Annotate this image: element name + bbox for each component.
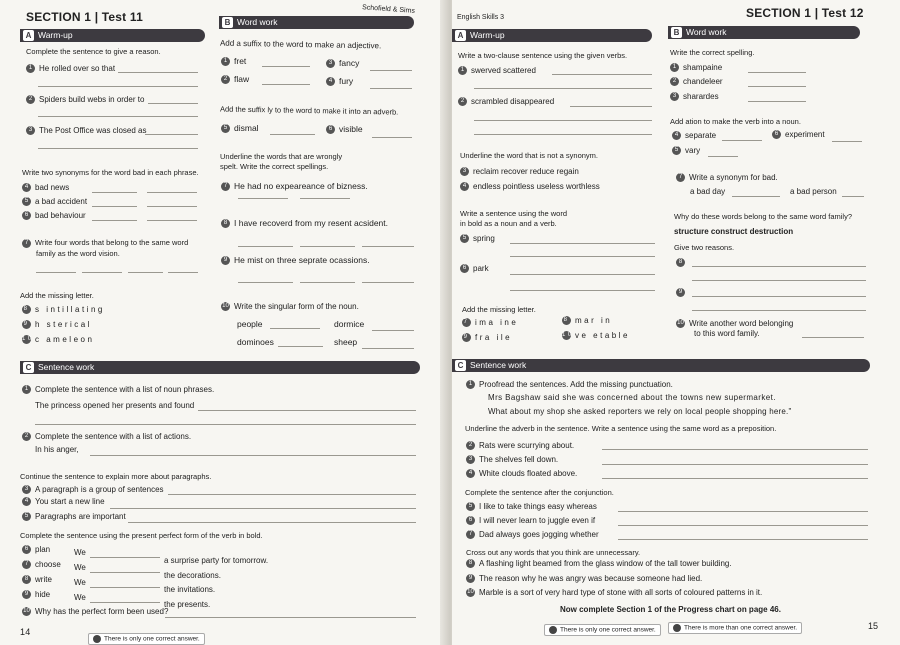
left-c-instr: Continue the sentence to explain more about paragraphs. [20, 472, 212, 481]
left-b-s8-line-b[interactable] [300, 246, 355, 247]
right-a-q6-line2[interactable] [510, 290, 655, 291]
right-b-w6-line[interactable] [832, 141, 862, 142]
left-a-q8: 8 s intillating [23, 305, 105, 314]
left-c-4: 4 You start a new line [22, 497, 105, 506]
left-c-v9-line[interactable] [90, 602, 160, 603]
right-b-q8: 8 [676, 258, 689, 267]
left-c-2: 2 Complete the sentence with a list of actions. [22, 432, 191, 441]
left-c-v9: 9 hide [22, 590, 50, 599]
left-a-q7: 7 Write four words that belong to the same word [22, 238, 188, 248]
right-b-q10b: to this word family. [694, 329, 760, 338]
right-a-q1-line2[interactable] [474, 88, 652, 89]
left-c-5: 5 Paragraphs are important [22, 512, 126, 521]
right-b-w3-line[interactable] [748, 101, 806, 102]
right-a-instr1: Write a two-clause sentence using the given verbs. [458, 51, 628, 60]
right-b-w2-line[interactable] [748, 86, 806, 87]
left-a-q7-line-3[interactable] [128, 272, 163, 273]
left-b-w2-line[interactable] [262, 84, 310, 85]
left-c-we6: We [74, 548, 86, 557]
left-b-instr2: Add the suffix ly to the word to make it into an adverb. [219, 104, 399, 117]
left-b-w5: 5 dismal [221, 123, 259, 133]
left-page-number: 14 [20, 627, 31, 637]
right-a-q2-line3[interactable] [474, 134, 652, 135]
left-b-w5-line[interactable] [270, 134, 315, 135]
right-a-q9: 9 fra ile [463, 333, 513, 342]
left-b-w4: 4 fury [326, 76, 353, 86]
left-c-10: 10 Why has the perfect form been used? [23, 607, 169, 616]
left-c-we7: We [74, 563, 86, 572]
left-a-q6-line-b[interactable] [147, 220, 197, 221]
left-b-w3: 3 fancy [326, 58, 359, 68]
left-b-s7: 7 He had no expeareance of bizness. [221, 181, 368, 191]
left-b-s8: 8 I have recoverd from my resent acsident. [221, 218, 388, 228]
right-c-7-line[interactable] [618, 539, 868, 540]
right-c-6-line[interactable] [618, 525, 868, 526]
left-c-1: 1 Complete the sentence with a list of noun phrases. [22, 385, 214, 394]
right-c-1a: Mrs Bagshaw said she was concerned about the towns new supermarket. [488, 393, 776, 402]
left-c-e8: the invitations. [164, 585, 216, 594]
left-b-p1-line[interactable] [270, 328, 320, 329]
left-a-instr2: Write two synonyms for the word bad in each phrase. [22, 168, 199, 177]
left-b-s9-line-a[interactable] [238, 282, 293, 283]
check-icon [549, 626, 557, 634]
left-c-instr2: Complete the sentence using the present perfect form of the verb in bold. [20, 531, 263, 540]
right-c-2-line[interactable] [602, 449, 868, 450]
left-a-q1-line[interactable] [118, 72, 198, 73]
left-a-q5-line-b[interactable] [147, 206, 197, 207]
left-b-s7-line-b[interactable] [300, 198, 350, 199]
left-b-header: B Word work [219, 16, 414, 29]
left-b-p2-line[interactable] [372, 330, 414, 331]
right-b-family: structure construct destruction [674, 227, 794, 236]
right-c-header: C Sentence work [452, 359, 870, 372]
left-a-q7-line-4[interactable] [168, 272, 198, 273]
left-c-we8: We [74, 578, 86, 587]
right-c-6: 6 I will never learn to juggle even if [466, 516, 595, 525]
right-b-q8-line2[interactable] [692, 280, 866, 281]
left-c-1-line[interactable] [198, 410, 416, 411]
left-a-q1-line2[interactable] [38, 86, 198, 87]
right-a-q2-line2[interactable] [474, 120, 652, 121]
left-c-v8: 8 write [22, 575, 52, 584]
left-section-title: SECTION 1 | Test 11 [26, 10, 143, 24]
left-b-instr3a: Underline the words that are wrongly [220, 152, 343, 161]
left-c-4-line[interactable] [110, 508, 416, 509]
right-b-header: B Word work [668, 26, 860, 39]
right-header: English Skills 3 [457, 14, 505, 21]
right-c-7: 7 Dad always goes jogging whether [466, 530, 599, 539]
left-a-q2: 2 Spiders build webs in order to [26, 95, 144, 104]
right-b-q7b-line[interactable] [842, 196, 864, 197]
left-b-instr1: Add a suffix to the word to make an adjective. [219, 38, 382, 51]
right-c-1b: What about my shop she asked reporters we rely on local people shopping here." [488, 407, 792, 416]
right-b-w4: 4 separate [672, 131, 716, 140]
left-c-e7: the decorations. [164, 571, 221, 580]
right-c-4-line[interactable] [602, 478, 868, 479]
left-a-header: A Warm-up [20, 29, 205, 42]
right-a-q5-line[interactable] [510, 243, 655, 244]
right-a-instr3a: Write a sentence using the word [460, 209, 568, 218]
left-b-p4-line[interactable] [362, 348, 414, 349]
left-footer-note: There is only one correct answer. [88, 633, 205, 645]
right-section-title: SECTION 1 | Test 12 [746, 6, 864, 20]
right-b-q7a: a bad day [690, 187, 726, 196]
right-b-instr1: Write the correct spelling. [670, 48, 755, 57]
right-b-w5-line[interactable] [708, 156, 738, 157]
left-b-w2: 2 flaw [221, 74, 249, 84]
left-b-w1: 1 fret [221, 56, 246, 66]
left-a-q4-line-a[interactable] [92, 192, 137, 193]
left-a-q6: 6 bad behaviour [22, 211, 86, 220]
right-b-q8-line[interactable] [692, 266, 866, 267]
left-b-w1-line[interactable] [262, 66, 310, 67]
left-c-v6: 6 plan [22, 545, 50, 554]
right-a-instr2: Underline the word that is not a synonym. [460, 151, 598, 160]
right-a-q1-line[interactable] [552, 74, 652, 75]
left-a-q3: 3 The Post Office was closed as [26, 126, 146, 135]
left-c-v8-line[interactable] [90, 587, 160, 588]
left-a-q4-line-b[interactable] [147, 192, 197, 193]
left-a-q2-line2[interactable] [38, 116, 198, 117]
left-c-header: C Sentence work [20, 361, 420, 374]
right-a-q8: 8 mar in [563, 316, 613, 325]
right-c-8: 8 A flashing light beamed from the glass window of the tall tower building. [466, 559, 732, 568]
right-a-q6: 6 park [460, 264, 489, 273]
left-c-v6-line[interactable] [90, 557, 160, 558]
right-b-w1: 1 shampaine [670, 63, 722, 72]
right-c-10: 10 Marble is a sort of very hard type of stone with all sorts of coloured patterns in it. [467, 588, 763, 597]
left-b-w4-line[interactable] [370, 88, 412, 89]
left-b-instr3b: spelt. Write the correct spellings. [220, 162, 329, 171]
left-b-p4: sheep [334, 337, 358, 347]
left-c-10-line[interactable] [165, 617, 416, 618]
left-b-instr4: 10 Write the singular form of the noun. [222, 302, 359, 311]
right-a-header: A Warm-up [452, 29, 652, 42]
right-c-9: 9 The reason why he was angry was because someone had lied. [466, 574, 702, 583]
right-c-1: 1 Proofread the sentences. Add the missing punctuation. [466, 380, 673, 389]
left-b-s8-line-a[interactable] [238, 246, 293, 247]
left-b-p3: dominoes [237, 337, 274, 347]
left-a-instr1: Complete the sentence to give a reason. [26, 47, 161, 56]
left-b-p3-line[interactable] [278, 346, 323, 347]
left-c-e6: a surprise party for tomorrow. [164, 556, 269, 565]
right-b-q7: 7 Write a synonym for bad. [676, 173, 778, 182]
right-b-q10-line[interactable] [802, 337, 864, 338]
left-c-1b: The princess opened her presents and found [35, 401, 195, 410]
right-b-q9: 9 [676, 288, 689, 297]
left-a-q2-line[interactable] [148, 103, 198, 104]
left-a-q5: 5 a bad accident [22, 197, 87, 206]
left-a-q7-line-2[interactable] [82, 272, 122, 273]
right-b-w5: 5 vary [672, 146, 700, 155]
right-b-w6: 6 experiment [772, 130, 825, 139]
left-c-1-line2[interactable] [35, 424, 416, 425]
right-b-w3: 3 sharardes [670, 92, 719, 101]
left-b-p1: people [237, 319, 263, 329]
right-b-instr3: Why do these words belong to the same word family? [674, 212, 853, 221]
left-b-s9-line-c[interactable] [362, 282, 414, 283]
right-c-instr: Underline the adverb in the sentence. Write a sentence using the same word as a preposition. [465, 424, 777, 433]
check-icon [93, 635, 101, 643]
left-c-5-line[interactable] [128, 522, 416, 523]
right-c-instr2: Complete the sentence after the conjunction. [465, 488, 614, 497]
right-a-q5: 5 spring [460, 234, 495, 243]
right-c-4: 4 White clouds floated above. [466, 469, 577, 478]
left-b-s8-line-c[interactable] [362, 246, 414, 247]
left-a-q6-line-a[interactable] [92, 220, 137, 221]
right-b-q7b: a bad person [790, 187, 837, 196]
left-b-w3-line[interactable] [370, 70, 412, 71]
right-b-q7a-line[interactable] [732, 196, 780, 197]
left-c-we9: We [74, 593, 86, 602]
left-a-q3-line2[interactable] [38, 148, 198, 149]
left-authors: Schofield & Sims [361, 4, 416, 15]
right-page-number: 15 [868, 621, 879, 631]
right-c-5: 5 I like to take things easy whereas [466, 502, 597, 511]
right-a-q7: 7 ima ine [463, 318, 519, 327]
right-a-instr3b: in bold as a noun and a verb. [460, 219, 557, 228]
left-c-v7: 7 choose [22, 560, 61, 569]
right-a-q6-line[interactable] [510, 274, 655, 275]
right-a-q10: 10ve etable [562, 331, 630, 340]
right-b-q10: 10 Write another word belonging [677, 319, 794, 328]
left-a-q1: 1 He rolled over so that [26, 64, 115, 73]
left-c-2-line[interactable] [90, 455, 416, 456]
right-c-3-line[interactable] [602, 464, 868, 465]
left-b-p2: dormice [334, 319, 365, 329]
left-a-q4: 4 bad news [22, 183, 69, 192]
right-b-instr2: Add ation to make the verb into a noun. [670, 117, 801, 126]
right-b-reasons: Give two reasons. [674, 243, 735, 252]
right-a-q5-line2[interactable] [510, 256, 655, 257]
right-a-q2-line[interactable] [570, 106, 652, 107]
right-c-5-line[interactable] [618, 511, 868, 512]
right-c-instr3: Cross out any words that you think are unnecessary. [466, 548, 641, 557]
right-c-2: 2 Rats were scurrying about. [466, 441, 574, 450]
left-c-e9: the presents. [164, 600, 211, 609]
right-b-w1-line[interactable] [748, 72, 806, 73]
right-b-w4-line[interactable] [722, 140, 762, 141]
left-b-s9-line-b[interactable] [300, 282, 355, 283]
left-a-q5-line-a[interactable] [92, 206, 137, 207]
left-a-q10: 10c ameleon [22, 335, 95, 344]
left-c-3-line[interactable] [168, 494, 416, 495]
right-b-q9-line2[interactable] [692, 310, 866, 311]
right-a-q3: 3 reclaim recover reduce regain [460, 167, 579, 176]
right-page [452, 0, 900, 645]
right-a-q1: 1 swerved scattered [458, 66, 536, 75]
right-c-3: 3 The shelves fell down. [466, 455, 558, 464]
left-c-v7-line[interactable] [90, 572, 160, 573]
left-b-w6: 6 visible [326, 124, 363, 134]
cross-icon [673, 624, 681, 632]
left-a-q9: 9 h sterical [23, 320, 93, 329]
left-a-instr3: Add the missing letter. [20, 291, 94, 300]
right-a-q4: 4 endless pointless useless worthless [460, 182, 600, 191]
right-b-q9-line[interactable] [692, 296, 866, 297]
right-a-q2: 2 scrambled disappeared [458, 97, 554, 106]
left-b-s7-line-a[interactable] [238, 198, 288, 199]
left-a-q7-line-1[interactable] [36, 272, 76, 273]
right-footer-note-2: There is more than one correct answer. [668, 622, 802, 634]
left-page [0, 0, 448, 645]
left-b-s9: 9 He mist on three seprate ocassions. [221, 255, 370, 265]
right-a-instr4: Add the missing letter. [462, 305, 536, 314]
left-c-3: 3 A paragraph is a group of sentences [22, 485, 164, 494]
left-c-2b: In his anger, [35, 445, 79, 454]
left-a-q3-line[interactable] [145, 134, 198, 135]
left-b-w6-line[interactable] [372, 137, 412, 138]
right-footer-note-1: There is only one correct answer. [544, 624, 661, 636]
right-c-progress: Now complete Section 1 of the Progress chart on page 46. [560, 605, 781, 614]
left-a-q7b: family as the word vision. [36, 249, 120, 258]
right-b-w2: 2 chandeleer [670, 77, 723, 86]
